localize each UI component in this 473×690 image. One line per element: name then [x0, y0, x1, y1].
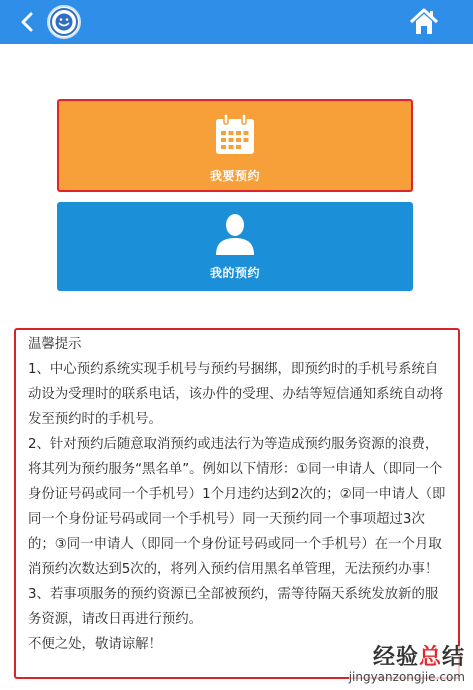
- calendar-icon: [213, 113, 257, 157]
- notice-item-2: 2、针对预约后随意取消预约或违法行为等造成预约服务资源的浪费，将其列为预约服务“黑名单”。例如以下情形：①同一申请人（即同一个身份证号码或同一个手机号）1个月违约达到2次的；②同一申请人（即同一个身份证号码或同一个手机号）同一天预约同一个事项超过3次的；③同一申请人（即同一个身份证号码或同一个手机号）在一个月取消预约次数达到5次的，将列入预约信用黑名单管理，无法预约办事！: [28, 437, 446, 577]
- book-appointment-label: 我要预约: [209, 169, 260, 183]
- watermark-brand-accent: 总: [418, 645, 442, 670]
- home-button[interactable]: [409, 7, 439, 37]
- notice-panel: [14, 328, 460, 679]
- home-icon: [409, 7, 439, 37]
- emblem-logo-graphic: [49, 7, 79, 37]
- emblem-logo: [47, 5, 81, 39]
- book-appointment-button[interactable]: [57, 99, 413, 192]
- notice-item-1: 1、中心预约系统实现手机号与预约号捆绑，即预约时的手机号系统自动设为受理时的联系电话，该办件的受理、办结等短信通知系统自动将发至预约时的手机号。: [28, 362, 444, 427]
- watermark-brand-part: 经验: [372, 645, 419, 670]
- user-icon: [215, 212, 255, 256]
- notice-closing: 不便之处，敬请谅解！: [28, 637, 162, 652]
- top-navigation-bar: [0, 0, 473, 44]
- watermark-url: jingyanzongjie.com: [348, 670, 465, 684]
- watermark-brand-part: 结: [441, 645, 465, 670]
- notice-title: 温馨提示: [28, 337, 82, 352]
- chevron-left-icon: [20, 12, 34, 32]
- my-appointments-label: 我的预约: [209, 266, 260, 280]
- notice-item-3: 3、若事项服务的预约资源已全部被预约，需等待隔天系统发放新的服务资源，请改日再进行预约。: [28, 587, 439, 627]
- back-button[interactable]: [14, 9, 40, 35]
- my-appointments-button[interactable]: [57, 202, 413, 291]
